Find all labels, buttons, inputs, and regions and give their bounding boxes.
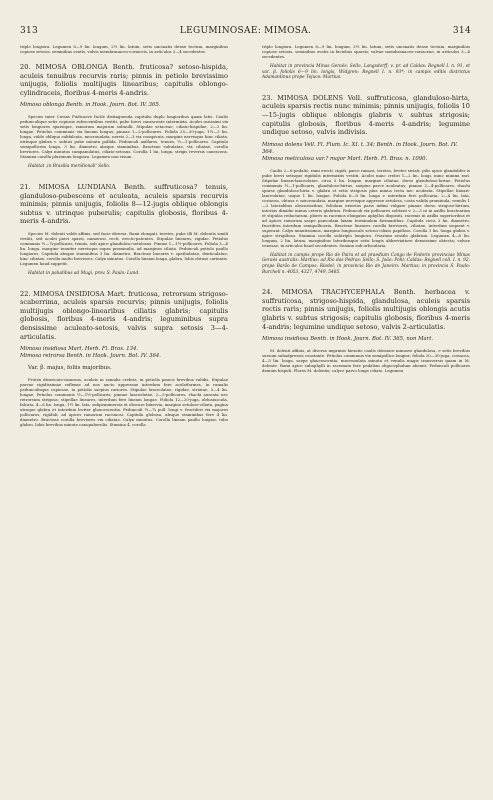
citation: Mimosa oblonga Benth. in Hook. Journ. Bot. IV. 365. bbox=[20, 102, 161, 109]
habitat: Habitat ‚in Brasilia meridionali' Sello. bbox=[28, 164, 111, 170]
running-title: LEGUMINOSAE: MIMOSA. bbox=[179, 26, 312, 36]
right-column bbox=[262, 44, 470, 373]
left-column bbox=[20, 44, 228, 427]
citation: Mimosa insidiosa Benth. in Hook. Journ. Bot. IV. 365, non Mart. bbox=[262, 336, 434, 343]
variety-note: Var. β. majus, foliis majoribus. bbox=[28, 365, 112, 372]
habitat: Habitat in provincia Minas Geraës: Sello, Langsdorff; v. pr. ad Caldas: Regnell I. n. 91, et var. β. foliolis 6—9 lin. longis, Widgren: Regnell I. n. 93*; in campis editis districtus Adamantinus prope Tejuco: Martius. bbox=[262, 64, 470, 81]
page-number-right: 314 bbox=[452, 26, 471, 36]
continued-text: triplo longiora. Legumen 8—9 lin. longum, 2½ lin. latum, setis uncinatis dense tectum, marginibus copiose setosis, seminibus ovatis in faciebus sparsis; valvae membranaceo-coriaceae, in articulos 3—4 secedentes. bbox=[262, 44, 470, 59]
running-header bbox=[20, 26, 471, 36]
species-heading-23: 23. MIMOSA DOLENS Vell. suffruticosa, glanduloso-hirta, aculeis sparsis rectis nunc minimis; pinnis unijugis, foliolis 10—15-jugis oblique oblongis glabris v. subtus strigosis; capitulis globosis, floribus 4-meris 4-andris; legumine undique setoso, valvis indivisis. bbox=[262, 93, 470, 137]
citation: Mimosa retrorsa Benth. in Hook. Journ. Bot. IV. 364. bbox=[20, 353, 161, 360]
habitat: Habitat in campis prope Rio de Paira et ad praedium Congo de Fedorio provinciae Minas Geraës australis: Martius; ad Rio das Pedras: Sello; S. João: Pohl; Caldas: Regnell coll. I. n. 92; prope Barão de Campos; Riedel; in provincia Rio de Janeiro: Martius; in provincia S. Paulo: Burchell n. 4053, 4327, 4749, 5485. bbox=[262, 252, 470, 275]
citation: Mimosa dolens Vell. Fl. Flum. Ic. XI. t. 34; Benth. in Hook. Journ. Bot. IV. 364. bbox=[262, 141, 458, 155]
species-heading-22: 22. MIMOSA INSIDIOSA Mart. fruticosa, retrorsum strigoso-scaberrima, aculeis sparsis recurvis; pinnis unijugis, foliolis multijugis oblongo-linearibus ciliatis glabris; capitulis globosis, floribus 4-meris 4-andris; leguminibus supra densissime aculeato-setosis, valvis supra setosis 3—4-articulatis. bbox=[20, 289, 228, 341]
description: Species inter Cœsas Pudicaeve facile distinguenda capitulis duplo longioribus quam latis. Caulis pedunculique setis copiosis rufescentibus vestiti, pube brevi canescente intermixta. Aculei rarissimi vix setis longiores sparsique, ramorum majorum subnulli. Stipulae setaceae, ciliato-hispidae, 2—3 lin. longae. Petiolus communis vix lineam longus; pinnae 1—2-pollicares. Foliola 25—30-juga, 1½—3 lin. longa, valde obliqua subfalcata, mucronulata, nervis 2—3 vix conspicuis, margine nervisque hinc ciliata, utrinque glabra v. subtus pube minuta pallida. Pedunculi axillares, tenues, ½—1-pollicares. Capitula semipollicem longa, 3 lin. diametro absque staminibus. Bracteae subulatae, vix ciliatae, corolla breviores. Calyx minutus campanulatus, ciliato-setosus. Corolla 1 lin. longa, strigis reversis canescens. Stamina corolla plurimum longiora. Legumen non visum. bbox=[20, 114, 228, 160]
description: Caulis 2—6-pedalis; rami erecti, rigidi, parce ramosi, teretes, leviter striati, pilis apice glandulifer is pube brevi setisque rigidulis intermixtis vestiti. Aculei nunc crebri 1—2 lin. longi, nunc minimi rari. Stipulae lineari-lanceolatae, circa 3 lin. longae, margine ciliatae, dorso glanduloso-hirtae. Petiolus communis ½—1-pollicaris, glanduloso-hirtus, saepius parce aculeatus; pinnae 2—4-pollicares, rhachi sparse glanduloso-hirta v. glabra et setis strigosis plus minus tecta nec aculeata. Stipellae lineari-lanceolatae, usque 1 lin. longae. Foliola 6—8 lin. longa v. interdum fere pollicaria, 2—4 lin. lata, coriacea, obtusa v. mucronulata, margine nervisque appresse setulosa, costa valida prominula, venulis 1—2 lateralibus obscurioribus; foliolum exterius paris infimi vulgare pinnae dorso strigoso-hirtum, interius dimidio minus ceteris glabrum. Pedunculi vix pollicares solitarii v. 2—3 ni in axillis bractearum et stipulas reductarum, plures in racemos elongatos aphyllos dispositi, racemis in axillis superioribus et ad apices ramorum saepe paniculam laxam terminalem formantibus. Capitula circa 3 lin. diametro, fructifera interdum semipollicaria. Bracteae lineares corolla breviores, ciliatae, interdum sequent v. superant. Calyx minutissimus, margine longiuscule setoso-ciliato papilloso. Corolla 1 lin. longa glabra v. apice strigillosa. Stamina corolla subtriplo longiora. Ovarium sessile glabrum. Legumen 4—6 lin. longum, 2 lin. latum, marginibus lateribusque setis longis abbreviatisve densissime obtecta; valvae venosae, in articulos haud secedentes. Semina sub-orbicularia. bbox=[262, 167, 470, 248]
species-heading-20: 20. MIMOSA OBLONGA Benth. fruticosa? setoso-hispida, aculeis tenuibus recurvis raris; pinnis in petiolo brevissimo unijugis, foliolis multijugis linearibus; capitulis oblongo-cylindraceis, floribus 4-meris 4-andris. bbox=[20, 63, 228, 97]
page-number-left: 313 bbox=[20, 26, 39, 36]
citation: Mimosa meticulosa var.? major Mart. Herb. Fl. Bras. n. 1090. bbox=[262, 155, 428, 162]
citation: Mimosa insidiosa Mart. Herb. Fl. Bras. 134. bbox=[20, 346, 139, 353]
description: Species M. dolenti valde affinis, sed facie diversa. Rami elongati, teretes, pube illi M. dolentis simili vestiti, sed aculei parvi sparsi, numerosi, recti, erecto-patentes. Stipulae lineares, rigidae. Petiolus communis ½—¾-pollicaris, tenuis, sub apice glanduloso-setulosus. Pinnae 1—1½-pollicares. Foliola 3—4 lin. longa, margine tenuiter nervisque supra prominulis, ad margines ciliata. Pedunculi petiolo paullo longiores. Capitula absque staminibus 3 lin. diametro. Bracteae lineares v. spathulatae, denticulatae, hinc ciliatae, corolla multo breviores. Calyx minutus. Corolla lineam longa, glabra, lobis obtuse carinatis. Legumen haud suppetit. bbox=[20, 230, 228, 266]
continued-text: triplo longiora. Legumen 8—9 lin. longum, 2½ lin. latum, setis uncinatis dense tectum, marginibus copiose setosis, seminibus ovatis, valvis membranaceo-coriaceis, in articulos 3—4 secedentes. bbox=[20, 44, 228, 54]
description: M. dolenti affinis, at diversa imprimis hirsutie caulis densiore minusve glandulosa, e setis brevibus sursum subadpressis constante. Petiolus communis vix semipollice longior; foliola 20—30-juga, coriacea, 4—5 lin. longa, saepe glaucescentia, mucronulata minuta et venulis magis transversis quam in M. dolente. Rami apice subaphylli in racemum fere pedalem oligocephalum abeunt. Pedunculi pollicares demum hispidi. Flores M. dolentis; calyce parvo longe ciliato. Legumen bbox=[262, 348, 470, 374]
species-heading-21: 21. MIMOSA LUNDIANA Benth. suffruticosa? tenuis, glanduloso-pubescens et aculeata, aculeis sparsis recurvis minimis; pinnis unijugis, foliolis 8—12-jugis oblique oblongis subtus v. utrinque puberulis; capitulis globosis, floribus 4-meris 4-andris. bbox=[20, 182, 228, 226]
habitat: Habitat in paludibus ad Mugi, prov. S. Paulo: Lund. bbox=[28, 270, 140, 276]
description: Frutex divaricato-ramosus, aculeis in ramulis crebris, in petiolis paucis brevibus validis. Stipulae parvae rigidissimae reflexae ad nos aucto appressae interdum fere aculeiformes, in ramulis pedunculisque copiosae, in petiolis saepius rariores. Stipulae lanceolatae, rigidae, striatae, 3—4 lin. longae. Petiolus communis ½—1½-pollicaris; pinnae lanceolatae, 2—3-pollicares, rhachi aureata nec retrorsum strigosa; stipellae lineares, interdum fere lineam longae. Foliola 12—20-juga, obtusiuscula, falcata, 4—6 lin. longa, 1½ lin. lata, subpenninervia et obscure binervia, margine setulose-ciliata, pagina utraque glabra et interdum leviter glaucescentia. Pedunculi ½—¾ poll. longi v. fructiferi vix majores pollicares, rigiduli, ad apices ramorum racemosi. Capitula globosa, absque staminibus fere 4 lin. diametro. Bracteae corolla breviores vix ciliatae. Calyx minutus. Corolla lineam paullo longior, tubo glabro, lobis brevibus minute canopuberulis. Stamina 4, corolla bbox=[20, 377, 228, 428]
species-heading-24: 24. MIMOSA TRACHYCEPHALA Benth. herbacea v. suffruticosa, strigoso-hispida, glandulosa, aculeis sparsis rectis raris; pinnis unijugis, foliolis multijugis oblongis acutis glabris v. subtus strigosis; capitulis globosis, floribus 4-meris 4-andris; legumine undique setoso, valvis 2-articulatis. bbox=[262, 288, 470, 331]
